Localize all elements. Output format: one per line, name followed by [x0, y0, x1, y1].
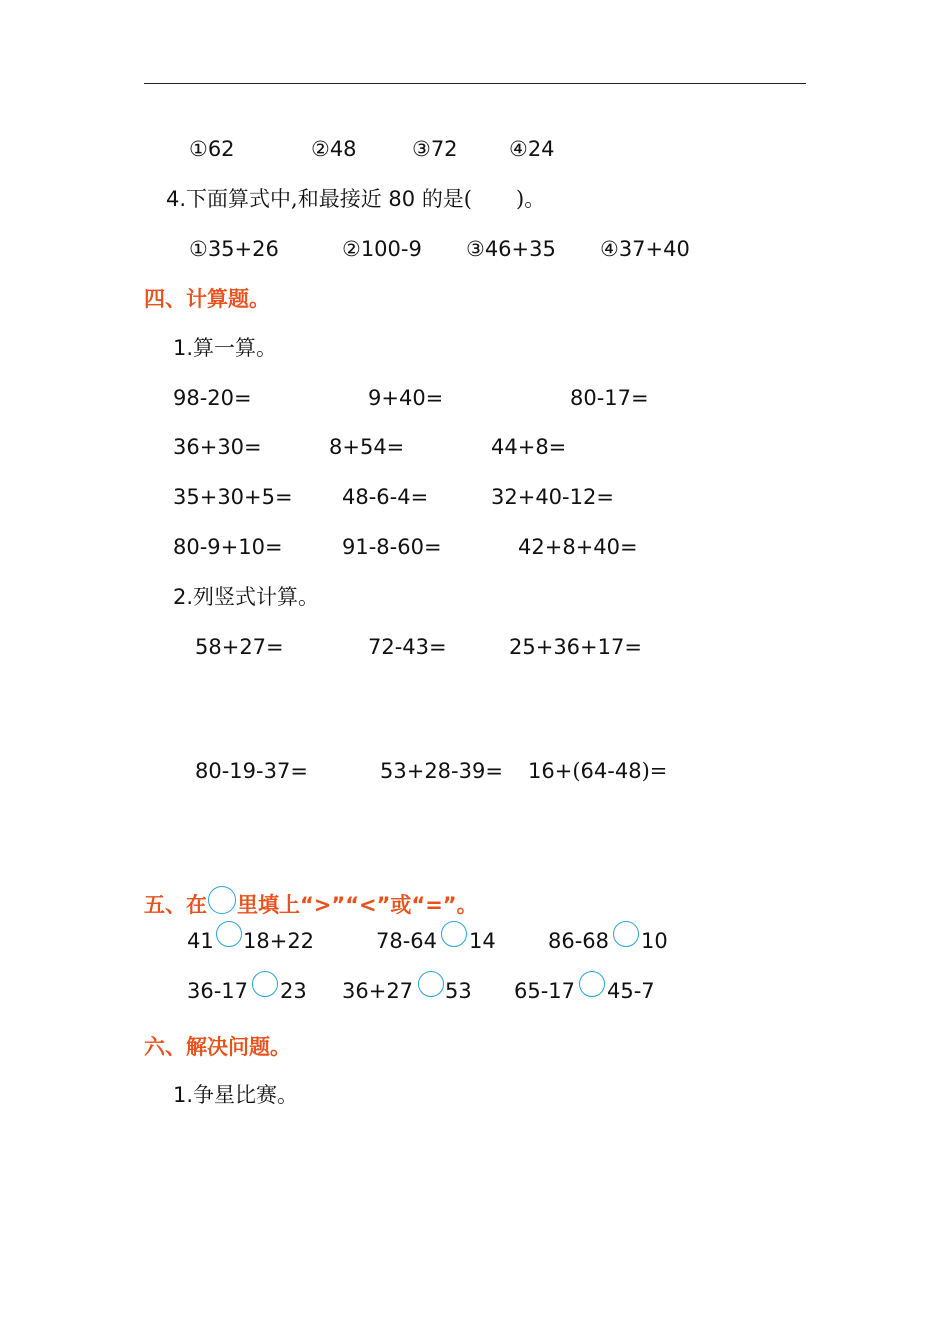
calc-item: 48-6-4= [342, 485, 429, 509]
option-4: ④24 [509, 137, 555, 161]
question-4-number: 4. [166, 187, 187, 211]
question-4-text: 下面算式中,和最接近 [186, 187, 382, 211]
calc-item: 80-9+10= [173, 535, 283, 559]
q4-option-2: ②100-9 [342, 237, 422, 261]
calc-item: 8+54= [329, 435, 405, 459]
calc-item: 42+8+40= [518, 535, 638, 559]
section-4-q2 [173, 584, 319, 610]
compare-circle[interactable] [418, 971, 444, 997]
compare-circle[interactable] [252, 971, 278, 997]
vertical-item: 80-19-37= [195, 759, 308, 783]
question-4-tail: 的是( [421, 187, 473, 211]
vertical-item [528, 758, 667, 784]
vertical-item-part: 16+ [528, 759, 573, 783]
s6-q1-number: 1. [173, 1083, 194, 1107]
calc-item: 80-17= [570, 386, 649, 410]
vertical-item: 25+36+17= [509, 635, 642, 659]
compare-right: 23 [280, 979, 307, 1003]
calc-item: 36+30= [173, 435, 262, 459]
compare-circle[interactable] [613, 921, 639, 947]
section-5-title-a: 五、在 [144, 893, 207, 917]
compare-left: 65-17 [514, 979, 576, 1003]
q4-option-4: ④37+40 [600, 237, 690, 261]
compare-left: 78-64 [376, 929, 438, 953]
compare-right: 14 [469, 929, 496, 953]
calc-item: 32+40-12= [491, 485, 614, 509]
q1-number: 1. [173, 336, 194, 360]
compare-left: 36-17 [187, 979, 249, 1003]
header-rule [144, 83, 806, 84]
compare-right: 53 [445, 979, 472, 1003]
vertical-item: 58+27= [195, 635, 284, 659]
question-4-value: 80 [381, 187, 422, 211]
section-5-title [144, 886, 478, 918]
vertical-item: 53+28-39= [380, 759, 503, 783]
q4-option-1: ①35+26 [189, 237, 279, 261]
calc-item: 91-8-60= [342, 535, 442, 559]
compare-circle[interactable] [441, 921, 467, 947]
s6-q1-text: 争星比赛。 [193, 1083, 299, 1107]
option-1: ①62 [189, 137, 235, 161]
compare-left: 36+27 [342, 979, 414, 1003]
section-5-title-b: 里填上“>”“<”或“=”。 [237, 893, 478, 917]
calc-item: 44+8= [491, 435, 567, 459]
calc-item: 9+40= [368, 386, 444, 410]
option-2: ②48 [311, 137, 357, 161]
vertical-item-part: 64-48 [580, 759, 642, 783]
question-4-close: )。 [516, 187, 546, 211]
option-3: ③72 [412, 137, 458, 161]
q2-text: 列竖式计算。 [193, 585, 320, 609]
compare-circle[interactable] [579, 971, 605, 997]
question-4 [166, 186, 545, 212]
compare-right: 10 [641, 929, 668, 953]
section-6-q1 [173, 1082, 298, 1108]
compare-right: 18+22 [243, 929, 315, 953]
section-4-q1 [173, 335, 277, 361]
calc-item: 35+30+5= [173, 485, 293, 509]
compare-right: 45-7 [607, 979, 655, 1003]
circle-icon [208, 886, 236, 914]
compare-left: 86-68 [548, 929, 610, 953]
calc-item: 98-20= [173, 386, 252, 410]
vertical-item-paren: )= [641, 759, 668, 783]
q2-number: 2. [173, 585, 194, 609]
q1-text: 算一算。 [193, 336, 278, 360]
compare-left: 41 [187, 929, 214, 953]
section-4-title: 四、计算题。 [144, 287, 270, 311]
q4-option-3: ③46+35 [466, 237, 556, 261]
compare-circle[interactable] [216, 921, 242, 947]
vertical-item-paren: ( [572, 759, 581, 783]
section-6-title: 六、解决问题。 [144, 1035, 291, 1059]
vertical-item: 72-43= [368, 635, 447, 659]
